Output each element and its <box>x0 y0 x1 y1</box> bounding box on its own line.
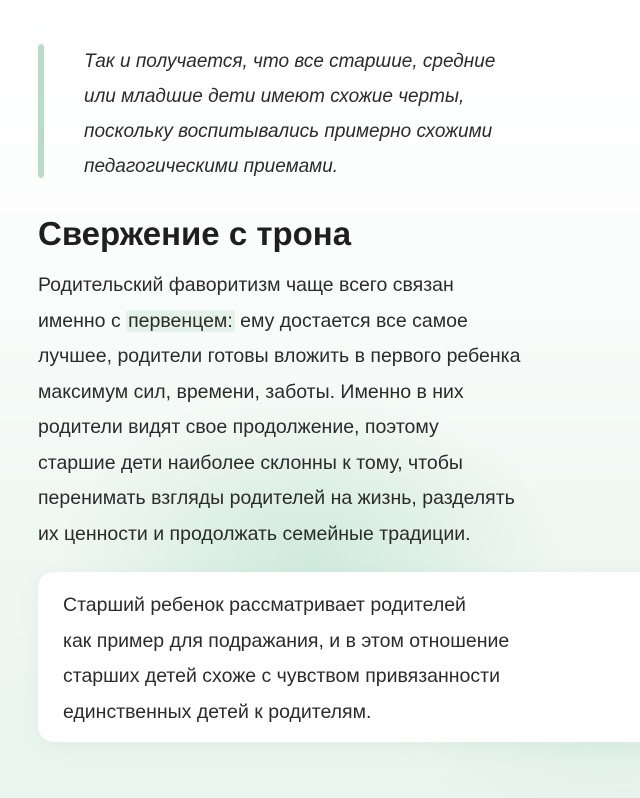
paragraph-line: лучшее, родители готовы вложить в первого ребенка <box>38 345 521 367</box>
paragraph-text: именно с <box>38 309 127 332</box>
quote-line: Так и получается, что все старшие, средние <box>84 51 496 72</box>
paragraph-line: максимум сил, времени, заботы. Именно в них <box>38 380 464 403</box>
callout-line: Старший ребенок рассматривает родителей <box>63 594 466 616</box>
callout-line: старших детей схоже с чувством привязанности <box>63 665 500 687</box>
section-paragraph <box>38 268 628 552</box>
paragraph-line <box>38 304 628 340</box>
quote-line: педагогическими приемами. <box>84 156 339 177</box>
quote-block <box>38 44 598 178</box>
paragraph-line: старшие дети наиболее склонны к тому, чтобы <box>38 451 463 474</box>
callout-card <box>38 572 640 742</box>
section-heading: Свержение с трона <box>38 215 352 252</box>
paragraph-line: перенимать взгляды родителей на жизнь, разделять <box>38 487 515 509</box>
callout-line: единственных детей к родителям. <box>63 700 372 723</box>
quote-text <box>84 44 604 184</box>
callout-text <box>63 588 623 730</box>
quote-line: поскольку воспитывались примерно схожими <box>84 121 493 142</box>
paragraph-line: их ценности и продолжать семейные традиции. <box>38 522 471 545</box>
paragraph-line: Родительский фаворитизм чаще всего связан <box>38 274 454 296</box>
callout-line: как пример для подражания, и в этом отношение <box>63 629 510 652</box>
paragraph-line: родители видят свое продолжение, поэтому <box>38 416 439 438</box>
quote-accent-bar <box>38 44 44 178</box>
quote-line: или младшие дети имеют схожие черты, <box>84 86 465 107</box>
paragraph-text: ему достается все самое <box>234 309 468 332</box>
highlighted-term: первенцем: <box>128 309 233 332</box>
